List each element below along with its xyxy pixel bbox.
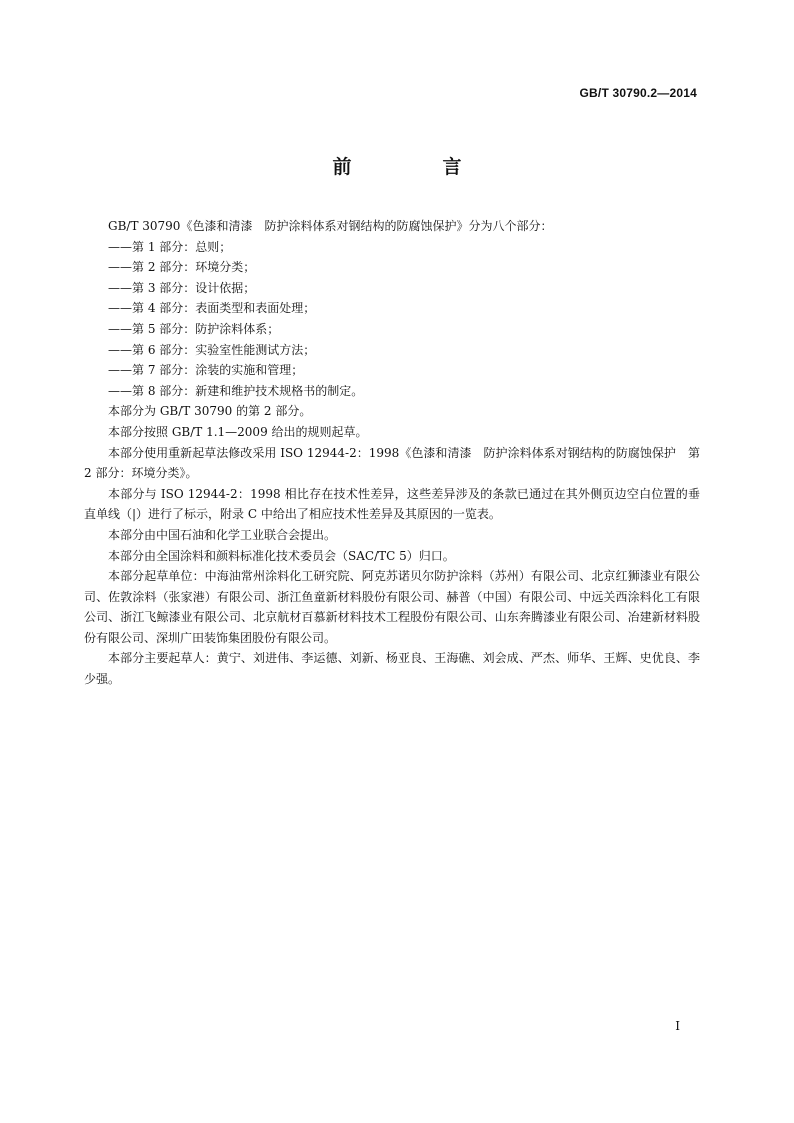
technical-differences: 本部分与 ISO 12944-2：1998 相比存在技术性差异，这些差异涉及的条款已通过在其外侧页边空白位置的垂直单线（|）进行了标示，附录 C 中给出了相应技术性差异及其原因的一览表。 <box>84 486 700 522</box>
list-item: ——第 8 部分：新建和维护技术规格书的制定。 <box>108 383 364 398</box>
list-item: ——第 3 部分：设计依据； <box>108 280 256 295</box>
list-item: ——第 1 部分：总则； <box>108 239 232 254</box>
list-item: ——第 5 部分：防护涂料体系； <box>108 321 280 336</box>
intro-paragraph: GB/T 30790《色漆和清漆 防护涂料体系对钢结构的防腐蚀保护》分为八个部分： <box>108 219 553 233</box>
list-item: ——第 2 部分：环境分类； <box>108 260 256 275</box>
list-item: ——第 6 部分：实验室性能测试方法； <box>108 342 316 357</box>
drafting-units: 本部分起草单位：中海油常州涂料化工研究院、阿克苏诺贝尔防护涂料（苏州）有限公司、北京红狮漆业有限公司、佐敦涂料（张家港）有限公司、浙江鱼童新材料股份有限公司、赫普（中国）有限公司、中远关西涂料化工有限公司、浙江飞鲸漆业有限公司、北京航材百慕新材料技术工程股份有限公司、山东奔腾漆业有限公司、冶建新材料股份有限公司、深圳广田装饰集团股份有限公司。 <box>84 569 700 645</box>
part-statement: 本部分为 GB/T 30790 的第 2 部分。 <box>108 404 312 419</box>
main-drafters: 本部分主要起草人：黄宁、刘进伟、李运德、刘新、杨亚良、王海礁、刘会成、严杰、师华、王辉、史优良、李少强。 <box>84 651 700 687</box>
list-item: ——第 4 部分：表面类型和表面处理； <box>108 301 316 316</box>
foreword-body <box>84 216 700 690</box>
drafting-rules: 本部分按照 GB/T 1.1—2009 给出的规则起草。 <box>108 424 368 439</box>
centralized-by: 本部分由全国涂料和颜料标准化技术委员会（SAC/TC 5）归口。 <box>108 548 455 563</box>
list-item: ——第 7 部分：涂装的实施和管理； <box>108 363 304 378</box>
adoption-statement: 本部分使用重新起草法修改采用 ISO 12944-2：1998《色漆和清漆 防护涂料体系对钢结构的防腐蚀保护 第 2 部分：环境分类》。 <box>84 445 700 481</box>
proposed-by: 本部分由中国石油和化学工业联合会提出。 <box>108 527 337 542</box>
page-title: 前 言 <box>332 156 498 178</box>
page-number: I <box>675 1019 680 1033</box>
standard-number: GB/T 30790.2—2014 <box>579 86 697 100</box>
